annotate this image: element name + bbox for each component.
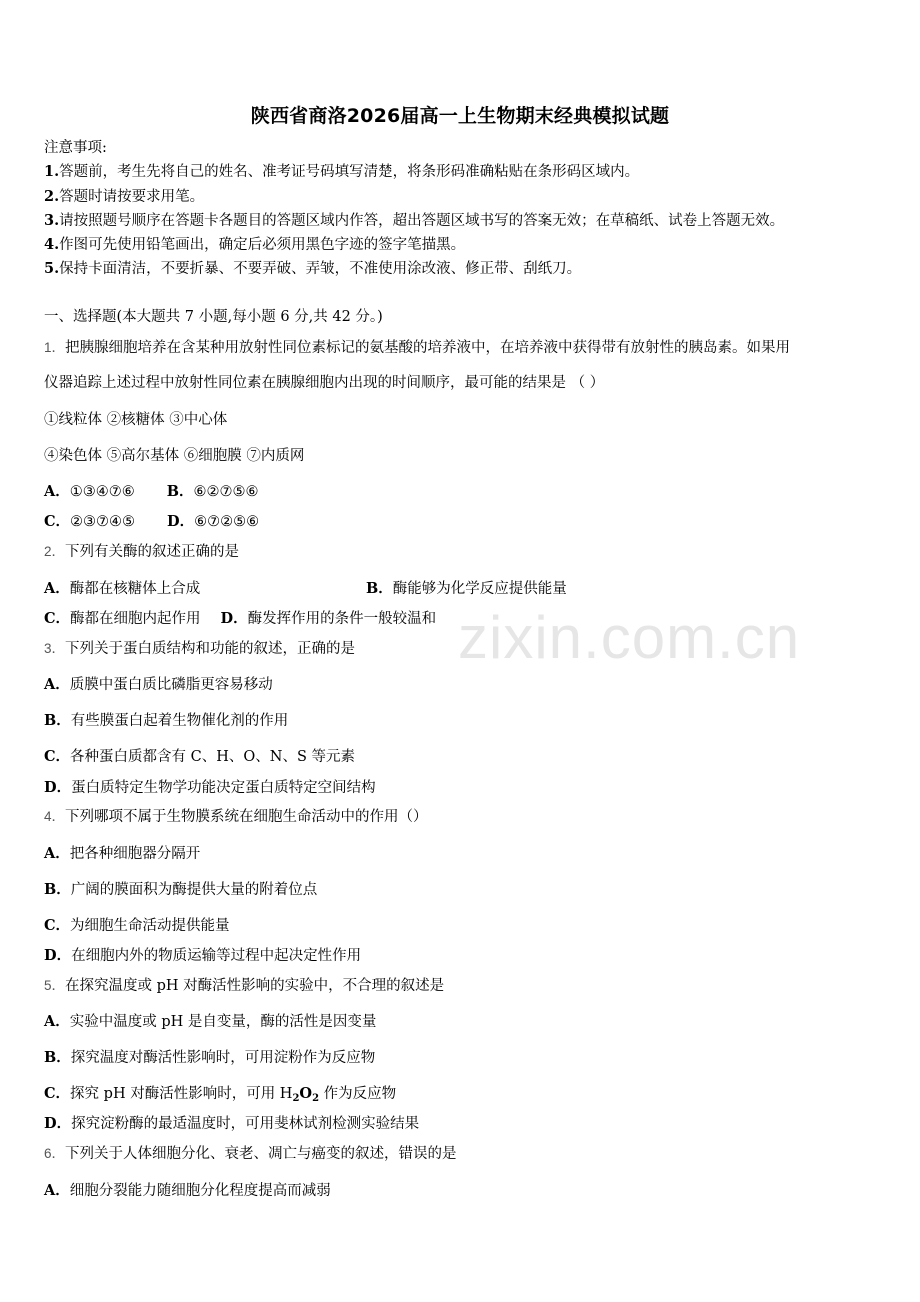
question-text: 下列关于人体细胞分化、衰老、凋亡与癌变的叙述，错误的是	[65, 1146, 457, 1162]
question-6-stem	[44, 1145, 457, 1163]
question-5-option-a	[44, 1013, 376, 1031]
question-5-option-c	[44, 1085, 396, 1108]
question-4-stem	[44, 808, 428, 826]
question-5-stem	[44, 977, 444, 995]
watermark: zixin.com.cn	[458, 604, 801, 671]
question-5-option-d	[44, 1115, 419, 1133]
question-number: 2．	[44, 544, 66, 559]
notice-num: 2.	[44, 188, 60, 205]
option-label: C．	[44, 1085, 71, 1102]
question-6-option-a	[44, 1182, 331, 1200]
option-label: C．	[44, 610, 71, 627]
option-text: 作为反应物	[319, 1086, 397, 1102]
option-label: B．	[166, 483, 194, 500]
question-text: 把胰腺细胞培养在含某种用放射性同位素标记的氨基酸的培养液中，在培养液中获得带有放射性的胰岛素。如果用	[65, 340, 791, 356]
question-3-option-b	[44, 712, 288, 730]
question-number: 1．	[44, 340, 66, 355]
option-text: 质膜中蛋白质比磷脂更容易移动	[69, 677, 273, 693]
option-label: C．	[44, 917, 71, 934]
notice-item	[44, 212, 784, 230]
question-3-option-a	[44, 676, 273, 694]
question-3-option-c	[44, 748, 355, 766]
question-4-option-d	[44, 947, 361, 965]
question-3-stem	[44, 640, 355, 658]
question-1-stem	[44, 339, 790, 357]
option-text: 探究 pH 对酶活性影响时，可用 H	[70, 1086, 293, 1102]
question-text: 下列哪项不属于生物膜系统在细胞生命活动中的作用（）	[65, 809, 428, 825]
question-5-option-b	[44, 1049, 375, 1067]
notice-item	[44, 188, 204, 206]
option-label: D．	[44, 947, 72, 964]
notice-num: 5.	[44, 260, 60, 277]
option-label: A．	[44, 676, 70, 693]
notice-num: 4.	[44, 236, 60, 253]
question-4-option-b	[44, 881, 317, 899]
option-label: A．	[44, 580, 70, 597]
question-2-stem	[44, 543, 239, 561]
notice-text: 作图可先使用铅笔画出，确定后必须用黑色字迹的签字笔描黑。	[59, 237, 466, 253]
option-label: B．	[44, 1049, 71, 1066]
option-d: 酶发挥作用的条件一般较温和	[247, 611, 437, 627]
question-number: 4．	[44, 809, 66, 824]
option-text: O	[299, 1085, 313, 1102]
question-4-option-a	[44, 845, 200, 863]
option-label: D．	[167, 513, 195, 530]
notice-item	[44, 163, 639, 181]
option-b: 酶能够为化学反应提供能量	[392, 581, 567, 597]
option-label: B．	[44, 881, 71, 898]
section-heading: 一、选择题(本大题共 7 小题,每小题 6 分,共 42 分。)	[44, 309, 383, 325]
question-text: 下列关于蛋白质结构和功能的叙述，正确的是	[65, 641, 356, 657]
option-label: B．	[366, 580, 393, 597]
notice-num: 3.	[44, 212, 60, 229]
notice-text: 请按照题号顺序在答题卡各题目的答题区域内作答，超出答题区域书写的答案无效；在草稿纸、试卷上答题无效。	[59, 213, 785, 229]
option-label: A．	[44, 1182, 70, 1199]
subscript: 2	[312, 1093, 320, 1104]
option-label: D．	[44, 1115, 72, 1132]
option-text: 蛋白质特定生物学功能决定蛋白质特定空间结构	[71, 780, 376, 796]
page-title: 陕西省商洛2026届高一上生物期末经典模拟试题	[250, 105, 670, 127]
option-text: 各种蛋白质都含有 C、H、O、N、S 等元素	[70, 749, 356, 765]
option-label: D．	[44, 779, 72, 796]
option-text: 细胞分裂能力随细胞分化程度提高而减弱	[69, 1183, 331, 1199]
option-label: A．	[44, 1013, 70, 1030]
option-c: ②③⑦④⑤	[70, 514, 136, 530]
question-number: 6．	[44, 1146, 66, 1161]
option-b: ⑥②⑦⑤⑥	[193, 484, 259, 500]
question-2-options-cd	[44, 610, 436, 628]
notice-item	[44, 236, 465, 254]
question-number: 5．	[44, 978, 66, 993]
option-text: 探究温度对酶活性影响时，可用淀粉作为反应物	[70, 1050, 376, 1066]
notice-text: 保持卡面清洁，不要折暴、不要弄破、弄皱，不准使用涂改液、修正带、刮纸刀。	[59, 261, 582, 277]
question-number: 3．	[44, 641, 66, 656]
question-text: 下列有关酶的叙述正确的是	[65, 544, 240, 560]
notice-heading: 注意事项:	[44, 140, 107, 156]
option-label: A．	[44, 845, 70, 862]
notice-num: 1.	[44, 163, 60, 180]
option-c: 酶都在细胞内起作用	[70, 611, 201, 627]
notice-item	[44, 260, 581, 278]
subscript: 2	[292, 1093, 300, 1104]
option-text: 广阔的膜面积为酶提供大量的附着位点	[70, 882, 318, 898]
question-text: 在探究温度或 pH 对酶活性影响的实验中，不合理的叙述是	[65, 978, 445, 994]
question-1-stem-cont: 仪器追踪上述过程中放射性同位素在胰腺细胞内出现的时间顺序，最可能的结果是 （ ）	[44, 375, 605, 391]
question-2-options-ab	[44, 580, 567, 598]
option-label: A．	[44, 483, 70, 500]
question-1-options-ab	[44, 483, 259, 501]
question-1-list-1: ①线粒体 ②核糖体 ③中心体	[44, 412, 228, 428]
question-4-option-c	[44, 917, 230, 935]
option-text: 有些膜蛋白起着生物催化剂的作用	[70, 713, 289, 729]
option-text: 为细胞生命活动提供能量	[70, 918, 230, 934]
option-label: D．	[220, 610, 248, 627]
option-label: B．	[44, 712, 71, 729]
question-3-option-d	[44, 779, 376, 797]
option-a: 酶都在核糖体上合成	[69, 581, 201, 597]
option-text: 把各种细胞器分隔开	[69, 846, 201, 862]
option-label: C．	[44, 748, 71, 765]
notice-text: 答题时请按要求用笔。	[59, 189, 205, 205]
notice-text: 答题前，考生先将自己的姓名、准考证号码填写清楚，将条形码准确粘贴在条形码区域内。	[59, 164, 640, 180]
option-text: 在细胞内外的物质运输等过程中起决定性作用	[71, 948, 362, 964]
option-text: 实验中温度或 pH 是自变量，酶的活性是因变量	[69, 1014, 377, 1030]
option-d: ⑥⑦②⑤⑥	[194, 514, 260, 530]
question-1-list-2: ④染色体 ⑤高尔基体 ⑥细胞膜 ⑦内质网	[44, 448, 305, 464]
question-1-options-cd	[44, 513, 259, 531]
option-text: 探究淀粉酶的最适温度时，可用斐林试剂检测实验结果	[71, 1116, 420, 1132]
option-label: C．	[44, 513, 71, 530]
option-a: ①③④⑦⑥	[69, 484, 135, 500]
